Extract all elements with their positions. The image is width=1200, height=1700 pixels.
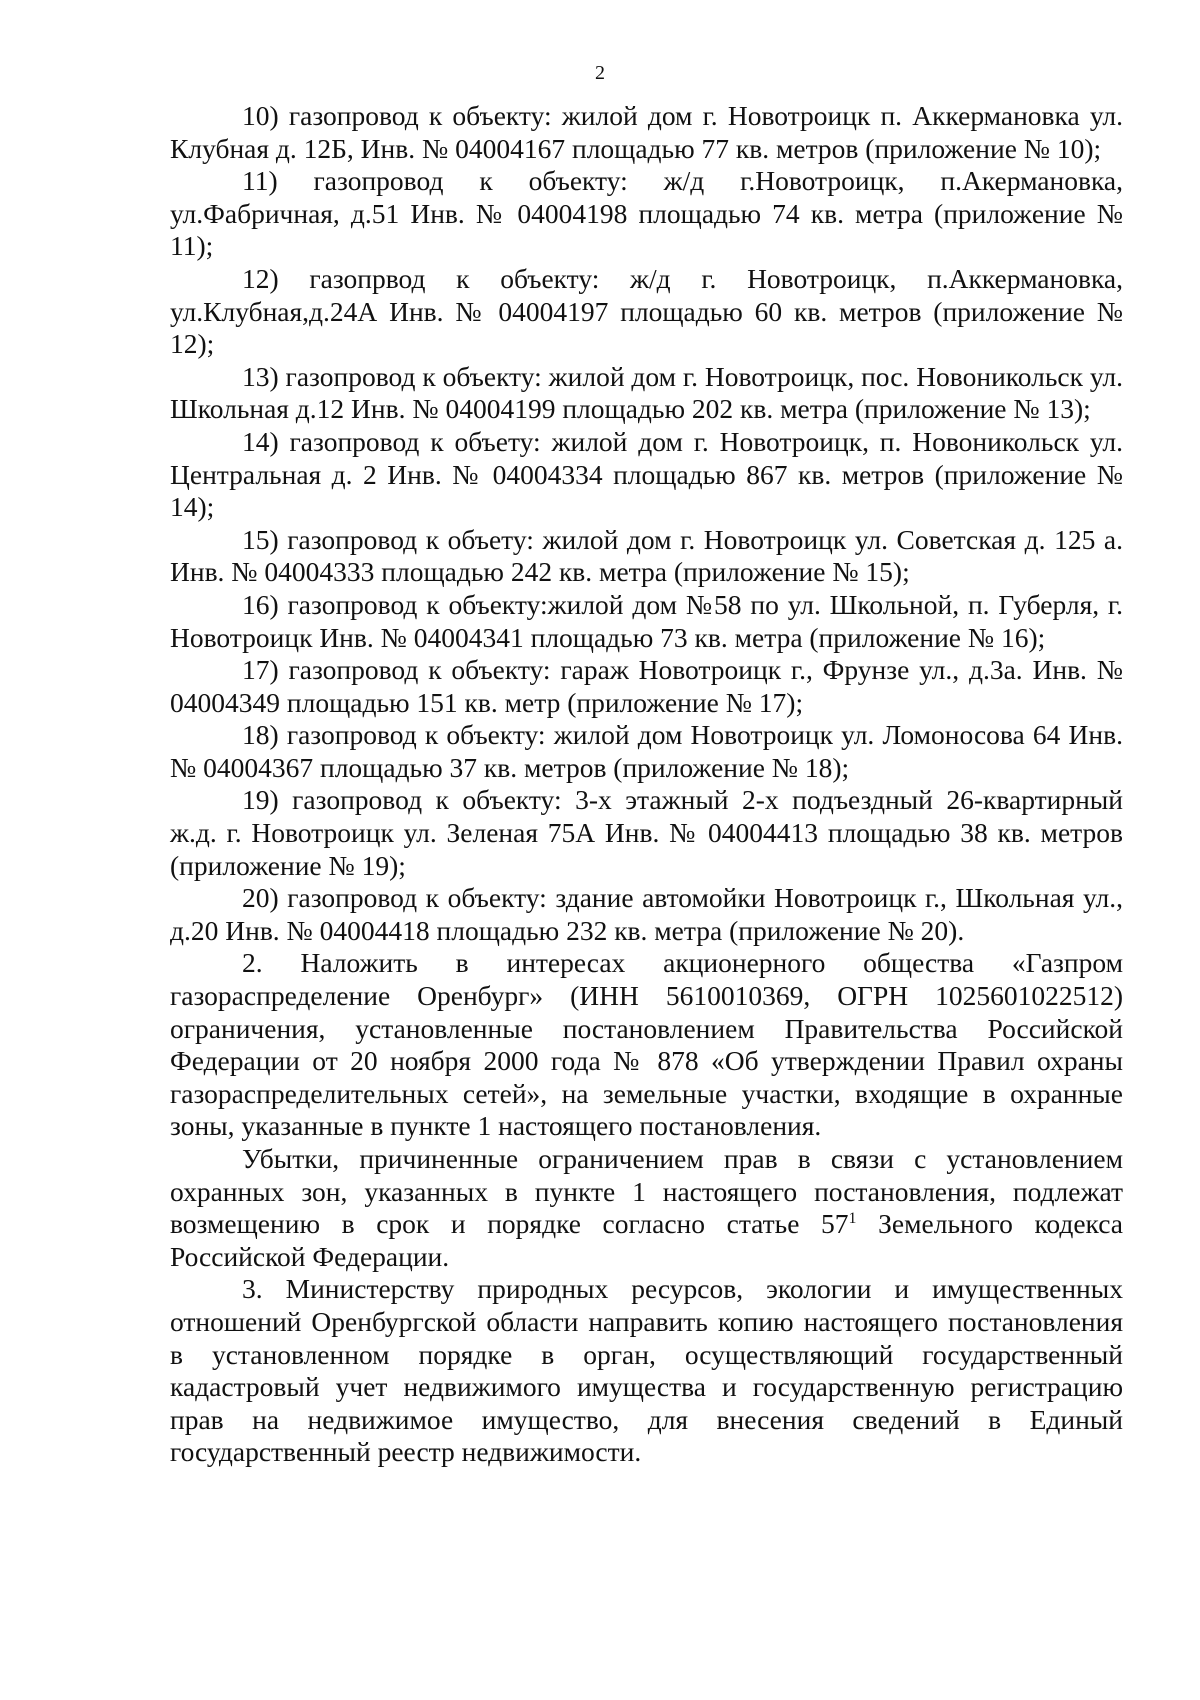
losses-text-after: Земельного кодекса Российской Федерации.: [170, 1208, 1123, 1272]
list-item-16: 16) газопровод к объекту:жилой дом №58 по ул. Школьной, п. Губерля, г. Новотроицк Инв. № 04004341 площадью 73 кв. метра (приложение № 16);: [170, 588, 1123, 653]
article-superscript: 1: [848, 1210, 857, 1228]
losses-paragraph: [170, 1143, 1123, 1273]
list-item-10: 10) газопровод к объекту: жилой дом г. Новотроицк п. Аккермановка ул. Клубная д. 12Б, Инв. № 04004167 площадью 77 кв. метров (приложение № 10);: [170, 100, 1123, 164]
list-item-13: 13) газопровод к объекту: жилой дом г. Новотроицк, пос. Новоникольск ул. Школьная д.12 Инв. № 04004199 площадью 202 кв. метра (приложение № 13);: [170, 360, 1123, 425]
list-item-17: 17) газопровод к объекту: гараж Новотроицк г., Фрунзе ул., д.3а. Инв. № 04004349 площадью 151 кв. метр (приложение № 17);: [170, 654, 1123, 718]
list-item-19: 19) газопровод к объекту: 3-х этажный 2-х подъездный 26-квартирный ж.д. г. Новотроицк ул. Зеленая 75А Инв. № 04004413 площадью 38 кв. метров (приложение № 19);: [170, 784, 1123, 881]
list-item-14: 14) газопровод к объету: жилой дом г. Новотроицк, п. Новоникольск ул. Центральная д. 2 Инв. № 04004334 площадью 867 кв. метров (приложение № 14);: [170, 425, 1123, 523]
list-item-18: 18) газопровод к объекту: жилой дом Новотроицк ул. Ломоносова 64 Инв. № 04004367 площадью 37 кв. метров (приложение № 18);: [170, 719, 1123, 783]
list-item-12: 12) газопрвод к объекту: ж/д г. Новотроицк, п.Аккермановка, ул.Клубная,д.24А Инв. № 04004197 площадью 60 кв. метров (приложение № 12);: [170, 262, 1123, 360]
clause-3-ministry: 3. Министерству природных ресурсов, экологии и имущественных отношений Оренбургской области направить копию настоящего постановления в установленном порядке в орган, осуществляющий государственный кадастровый учет недвижимого имущества и государственную регистрацию прав на недвижимое имущество, для внесения сведений в Единый государственный реестр недвижимости.: [170, 1273, 1123, 1468]
losses-text-before: Убытки, причиненные ограничением прав в связи с установлением охранных зон, указанных в пункте 1 настоящего постановления, подлежат возмещению в срок и порядке согласно статье 57: [170, 1143, 1123, 1240]
list-item-15: 15) газопровод к объету: жилой дом г. Новотроицк ул. Советская д. 125 а. Инв. № 04004333 площадью 242 кв. метра (приложение № 15);: [170, 523, 1123, 588]
list-item-11: 11) газопровод к объекту: ж/д г.Новотроицк, п.Акермановка, ул.Фабричная, д.51 Инв. № 04004198 площадью 74 кв. метра (приложение № 11);: [170, 165, 1123, 262]
clause-2-restrictions: 2. Наложить в интересах акционерного общества «Газпром газораспределение Оренбург» (ИНН 5610010369, ОГРН 1025601022512) ограничения, установленные постановлением Правительства Российской Федерации от 20 ноября 2000 года № 878 «Об утверждении Правил охраны газораспределительных сетей», на земельные участки, входящие в охранные зоны, указанные в пункте 1 настоящего постановления.: [170, 947, 1123, 1142]
list-item-20: 20) газопровод к объекту: здание автомойки Новотроицк г., Школьная ул., д.20 Инв. № 04004418 площадью 232 кв. метра (приложение № 20).: [170, 882, 1123, 946]
page-number: 2: [595, 62, 605, 84]
document-body: [170, 100, 1123, 1469]
